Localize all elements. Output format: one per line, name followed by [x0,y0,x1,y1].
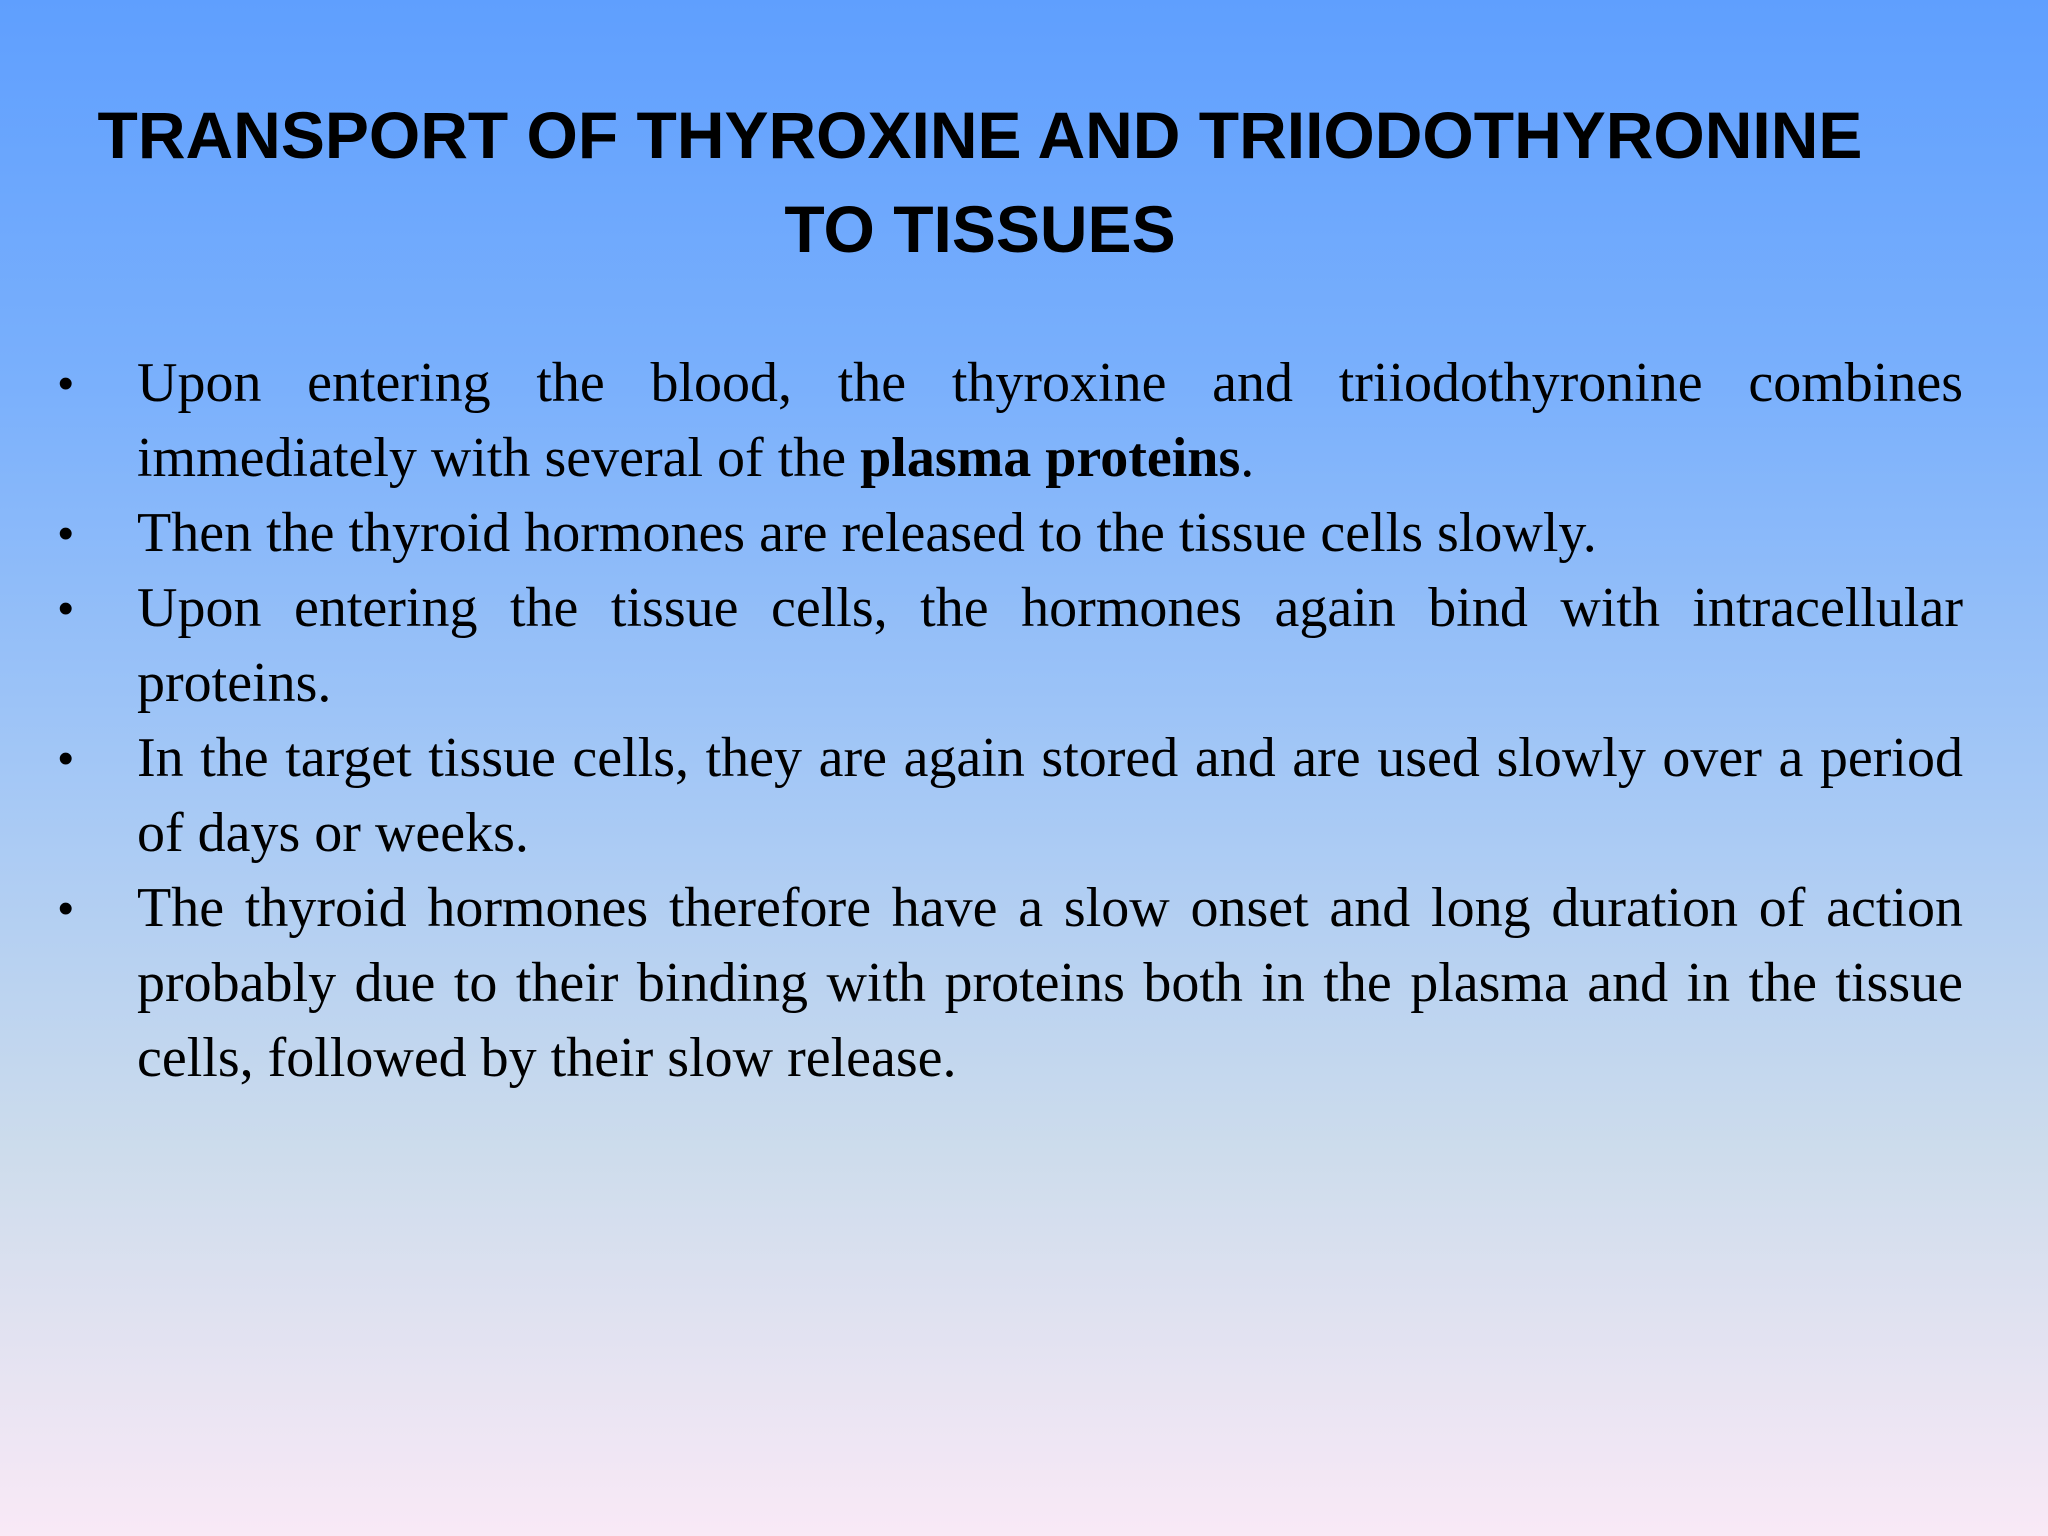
bullet-item-1 [58,346,1963,496]
bullet-text-4: In the target tissue cells, they are again stored and are used slowly over a period of days or weeks. [137,727,1963,864]
bullet-list [58,346,1963,1096]
slide-title [60,88,1900,276]
bullet-item-3 [58,571,1963,721]
title-line-2: TO TISSUES [784,192,1176,266]
title-line-1: TRANSPORT OF THYROXINE AND TRIIODOTHYRONINE [97,98,1863,172]
bullet-text-1-bold: plasma proteins [860,427,1241,489]
bullet-text-3: Upon entering the tissue cells, the hormones again bind with intracellular proteins. [137,577,1963,714]
bullet-item-5 [58,871,1963,1096]
bullet-icon: • [58,584,74,633]
bullet-text-1 [137,352,1963,489]
bullet-item-4 [58,721,1963,871]
bullet-text-2: Then the thyroid hormones are released to the tissue cells slowly. [137,502,1597,564]
bullet-text-1-start: Upon entering the blood, the thyroxine and triiodothyronine combines immediately with several of the [137,352,1963,489]
bullet-icon: • [58,359,74,408]
bullet-item-2 [58,496,1963,571]
bullet-icon: • [58,509,74,558]
bullet-icon: • [58,734,74,783]
bullet-text-1-end: . [1240,427,1255,489]
bullet-text-5: The thyroid hormones therefore have a slow onset and long duration of action probably due to their binding with proteins both in the plasma and in the tissue cells, followed by their slow release. [137,877,1963,1089]
bullet-icon: • [58,884,74,933]
